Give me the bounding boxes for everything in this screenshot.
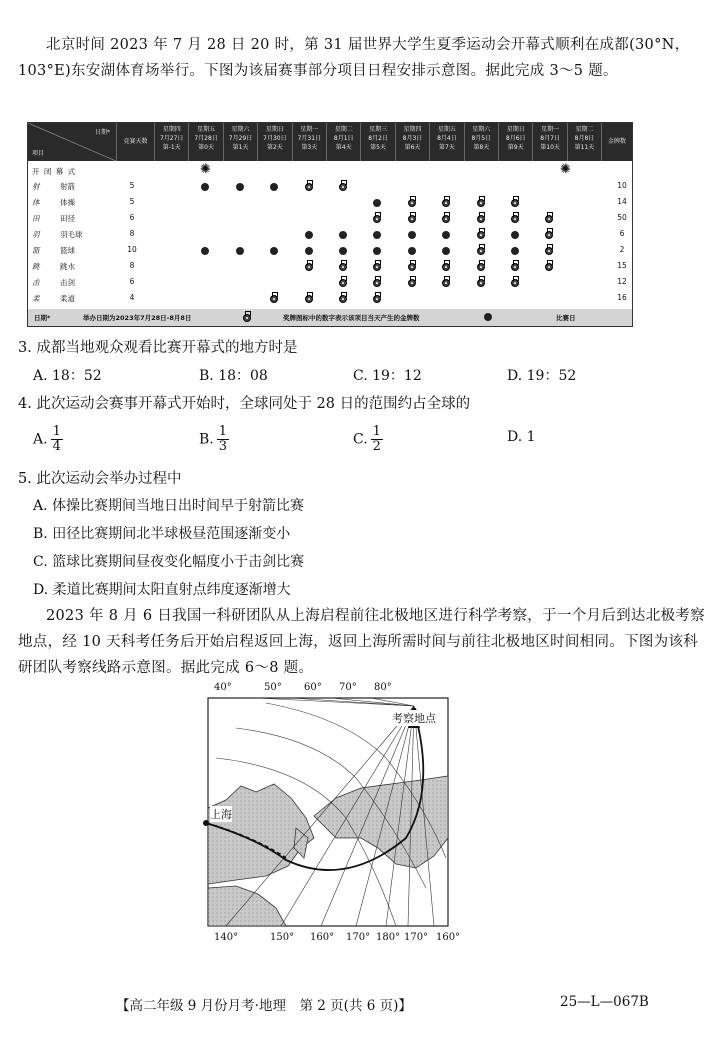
medal-icon [408,215,416,223]
match-day-dot-icon [373,247,381,255]
q5-option-a: A. 体操比赛期间当地日出时间早于射箭比赛 [33,498,305,514]
date-header-n: 第9天 [507,144,524,151]
lon-label: 50° [264,682,282,693]
date-header-d: 7月27日 [159,135,184,142]
date-header [326,123,360,161]
medal-icon [477,247,485,255]
sport-gold: 6 [619,229,625,238]
date-header-n: 第6天 [404,144,421,151]
date-header [360,123,394,161]
date-header [223,123,257,161]
sport-days: 6 [129,277,135,286]
sport-icon: 篮 [32,246,40,255]
q4-option-b: B. $\frac{1}{3}$ [199,424,228,454]
medal-icon [305,263,313,271]
medal-icon [442,215,450,223]
sport-days: 5 [129,197,135,206]
lon-label: 70° [339,682,357,693]
date-header [154,123,188,161]
sport-gold: 2 [619,245,625,254]
match-day-dot-icon [305,247,313,255]
date-header-d: 8月5日 [471,135,492,142]
exam-code: 25—L—067B [560,994,649,1010]
question-3: 3. 成都当地观众观看比赛开幕式的地方时是 [18,340,298,356]
date-header-d: 7月28日 [194,135,218,142]
q3-option-c: C. 19：12 [353,368,422,384]
date-header [532,123,566,161]
sport-name: 体操 [60,198,75,207]
sport-name: 篮球 [60,246,75,255]
sport-icon: 体 [32,198,40,207]
corner-item-label: 项目 [32,150,45,157]
medal-icon [408,279,416,287]
medal-icon-legend [243,314,251,322]
medal-icon [545,263,553,271]
medal-icon [408,263,416,271]
medal-icon [511,215,519,223]
medal-icon [477,199,485,207]
lon-label: 40° [214,682,232,693]
sport-gold: 10 [617,181,627,190]
date-header-d: 8月3日 [402,135,423,142]
medal-icon [545,215,553,223]
sport-icon: 跳 [32,262,40,271]
sport-icon: 击 [32,278,40,287]
table-footer [28,309,632,326]
sport-name: 田径 [60,214,75,223]
match-day-dot-icon [339,247,347,255]
date-header-d: 8月6日 [505,135,526,142]
date-header-n: 第-1天 [162,144,181,151]
medal-icon [305,295,313,303]
date-header [257,123,291,161]
site-label: 考察地点 [392,712,436,725]
q5-option-b: B. 田径比赛期间北半球极昼范围逐渐变小 [33,526,291,542]
match-day-dot-icon [408,231,416,239]
date-header-n: 第8天 [473,144,490,151]
medal-icon [511,199,519,207]
medal-icon [339,279,347,287]
medal-icon [373,295,381,303]
date-header-n: 第11天 [574,144,595,151]
lon-label: 60° [304,682,322,693]
q5-option-c: C. 篮球比赛期间昼夜变化幅度小于击剑比赛 [33,554,305,570]
medal-icon [442,279,450,287]
sport-gold: 16 [617,293,627,302]
medal-icon [339,183,347,191]
lon-label: 150° [270,932,295,943]
corner-date-label: 日期* [94,129,110,136]
sport-name: 射箭 [60,182,75,191]
sport-name: 柔道 [60,294,75,303]
date-header-d: 7月30日 [263,135,287,142]
sport-icon: 田 [32,214,40,223]
schedule-table [27,122,633,327]
date-header [464,123,498,161]
lon-label: 160° [436,932,461,943]
medal-icon [373,215,381,223]
match-day-dot-icon [201,183,209,191]
medal-icon [339,295,347,303]
sport-days: 10 [127,245,137,254]
date-header-d: 8月4日 [437,135,457,142]
date-header-d: 8月7日 [540,135,560,142]
date-header [292,123,326,161]
sport-gold: 15 [617,261,627,270]
route-map-svg [196,688,466,948]
date-header-d: 8月2日 [368,135,388,142]
date-header-w: 星期日 [265,126,284,133]
sport-icon: 射 [32,182,40,191]
date-header-w: 星期一 [300,126,319,133]
date-header-w: 星期六 [472,126,491,133]
match-day-dot-icon [305,231,313,239]
footer-match-day: 比赛日 [556,314,576,322]
footer-date-key: 日期* [34,314,51,322]
q3-option-b: B. 18：08 [199,368,268,384]
date-header [498,123,532,161]
date-header-w: 星期一 [541,126,560,133]
date-header-d: 7月31日 [297,135,322,142]
date-header-n: 第7天 [438,144,455,151]
footer-date-range: 举办日期为2023年7月28日-8月8日 [83,314,192,322]
match-day-dot-icon [442,231,450,239]
date-header-w: 星期五 [197,126,216,133]
medal-icon [511,279,519,287]
footer-medal-note: 奖牌图标中的数字表示该项目当天产生的金牌数 [283,314,420,322]
date-header-n: 第4天 [335,144,352,151]
date-header [429,123,463,161]
medal-icon [545,247,553,255]
intro-paragraph-2: 2023 年 8 月 6 日我国一科研团队从上海启程前往北极地区进行科学考察，于一个月后到达北极考察地点，经 10 天科考任务后开始启程返回上海，返回上海所需时间与前往北极地区时间相同。下图为该科研团队考察线路示意图。据此完成 6～8 题。 [18,608,705,676]
match-day-dot-icon [236,247,244,255]
date-header-d: 7月29日 [228,135,253,142]
sport-icon: 羽 [32,230,40,239]
medal-icon [511,263,519,271]
date-header-d: 8月8日 [574,135,595,142]
date-header-w: 星期六 [231,126,250,133]
q4-option-d: D. 1 [507,429,536,445]
lon-label: 180° [376,932,401,943]
medal-icon [305,183,313,191]
medal-icon [477,215,485,223]
match-day-dot-icon [373,199,381,207]
medal-icon [477,279,485,287]
date-header-w: 星期二 [575,126,594,133]
sport-days: 4 [129,293,135,302]
medal-icon [339,263,347,271]
match-day-dot-icon [270,247,278,255]
medal-icon [545,231,553,239]
match-day-dot-icon [408,247,416,255]
date-header-n: 第10天 [540,144,560,151]
q3-option-d: D. 19：52 [507,368,577,384]
medal-icon [477,231,485,239]
date-header-w: 星期五 [437,126,456,133]
medal-icon [442,263,450,271]
medal-icon [442,199,450,207]
gold-header: 金牌数 [601,123,632,161]
match-day-dot-icon [511,247,519,255]
lon-label: 140° [214,932,239,943]
sport-name: 跳水 [60,262,75,271]
date-header-w: 星期三 [369,126,388,133]
count-header: 竞赛天数 [116,123,154,161]
medal-icon [270,295,278,303]
medal-icon [373,279,381,287]
date-header-w: 星期二 [334,126,353,133]
sport-icon: 柔 [32,294,40,303]
date-header-n: 第3天 [301,144,318,151]
q4-option-a: A. $\frac{1}{4}$ [33,424,61,454]
date-header [188,123,222,161]
date-header-w: 星期日 [506,126,525,133]
match-day-dot-icon [511,231,519,239]
medal-icon [477,263,485,271]
route-map [196,682,466,948]
sport-days: 8 [129,261,135,270]
sport-name: 击剑 [60,278,75,287]
match-day-dot-icon [442,247,450,255]
match-day-dot-icon [373,231,381,239]
q5-option-d: D. 柔道比赛期间太阳直射点纬度逐渐增大 [33,582,291,598]
lon-label: 170° [404,932,429,943]
lon-label: 170° [346,932,371,943]
medal-icon [408,199,416,207]
match-day-dot-icon [201,247,209,255]
question-5: 5. 此次运动会举办过程中 [18,471,182,487]
date-header [567,123,601,161]
lon-label: 80° [374,682,392,693]
page-footer: 【高二年级 9 月份月考·地理 第 2 页(共 6 页)】 [116,998,412,1014]
match-day-dot-icon [236,183,244,191]
sport-days: 8 [129,229,135,238]
date-header-n: 第1天 [232,144,249,151]
q3-option-a: A. 18：52 [33,368,102,384]
date-header-n: 第5天 [370,144,386,151]
medal-icon [373,263,381,271]
q4-option-c: C. $\frac{1}{2}$ [353,424,381,454]
question-4: 4. 此次运动会赛事开幕式开始时，全球同处于 28 日的范围约占全球的 [18,396,471,412]
date-header-d: 8月1日 [333,135,354,142]
sport-days: 6 [129,213,135,222]
date-header [395,123,429,161]
sport-days: 5 [129,181,135,190]
date-header-n: 第0天 [198,144,214,151]
intro-paragraph-1: 北京时间 2023 年 7 月 28 日 20 时，第 31 届世界大学生夏季运动会开幕式顺利在成都(30°N，103°E)东安湖体育场举行。下图为该届赛事部分项目日程安排示意图。据此完成 3～5 题。 [18,37,690,79]
firework-icon-opening: ✺ [200,162,211,177]
sport-name: 羽毛球 [60,230,83,239]
date-header-w: 星期四 [162,126,181,133]
shanghai-label: 上海 [210,808,232,821]
sport-gold: 14 [617,197,627,206]
sport-gold: 12 [617,277,627,286]
match-day-dot-icon [270,183,278,191]
date-header-n: 第2天 [266,144,283,151]
lon-label: 160° [310,932,335,943]
sport-gold: 50 [617,213,627,222]
dot-icon-legend [484,313,492,321]
corner-cell [28,123,117,161]
date-header-w: 星期四 [403,126,422,133]
opening-row-label: 开 闭 幕 式 [32,167,77,176]
firework-icon-closing: ✺ [560,162,571,177]
match-day-dot-icon [339,231,347,239]
